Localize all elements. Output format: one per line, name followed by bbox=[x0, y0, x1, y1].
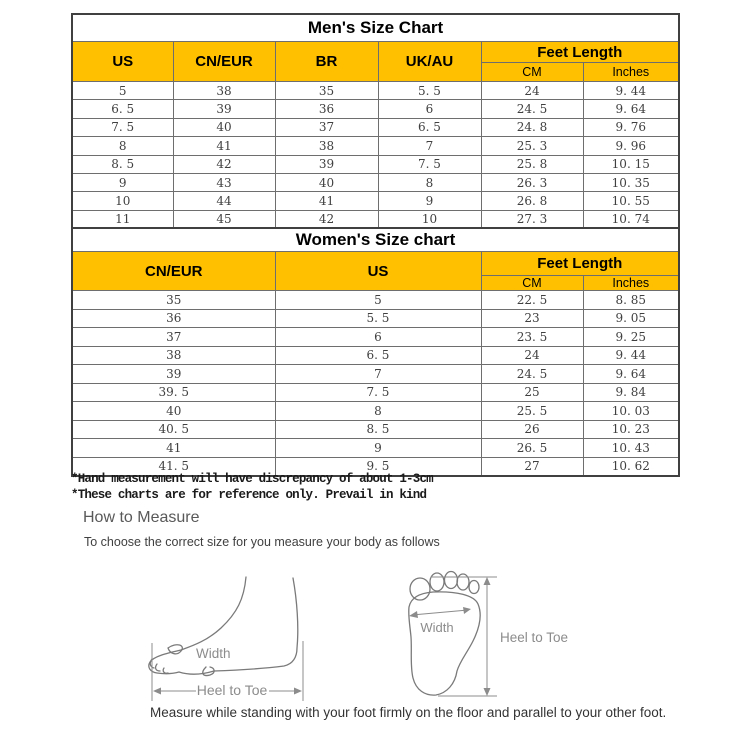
table-cell: 8 bbox=[72, 137, 173, 155]
table-cell: 10 bbox=[72, 192, 173, 210]
table-cell: 38 bbox=[275, 137, 378, 155]
table-cell: 7 bbox=[275, 365, 481, 384]
toe bbox=[430, 573, 444, 591]
table-cell: 42 bbox=[173, 155, 275, 173]
table-cell: 9 bbox=[378, 192, 481, 210]
foot-instep-crease bbox=[168, 645, 182, 654]
table-cell: 8 bbox=[378, 173, 481, 191]
footnote-reference-only: *These charts are for reference only. Prevail in kind bbox=[71, 488, 427, 502]
table-cell: 9. 44 bbox=[583, 82, 679, 100]
table-cell: 26. 3 bbox=[481, 173, 583, 191]
table-cell: 10. 23 bbox=[583, 420, 679, 439]
table-cell: 35 bbox=[72, 291, 275, 310]
table-cell: 9. 64 bbox=[583, 100, 679, 118]
toe-crease bbox=[163, 668, 168, 673]
table-cell: 44 bbox=[173, 192, 275, 210]
table-cell: 10. 55 bbox=[583, 192, 679, 210]
table-cell: 7. 5 bbox=[275, 383, 481, 402]
table-cell: 40 bbox=[275, 173, 378, 191]
table-cell: 9. 5 bbox=[275, 457, 481, 476]
womens-col-inches: Inches bbox=[583, 276, 679, 291]
table-cell: 10. 03 bbox=[583, 402, 679, 421]
arrowhead-right bbox=[294, 688, 302, 695]
table-cell: 25. 5 bbox=[481, 402, 583, 421]
measure-instruction-caption: Measure while standing with your foot firmly on the floor and parallel to your other foot. bbox=[150, 705, 667, 720]
toe bbox=[469, 581, 479, 594]
table-cell: 26. 5 bbox=[481, 439, 583, 458]
womens-col-feet-length: Feet Length bbox=[481, 252, 679, 276]
womens-col-cneur: CN/EUR bbox=[72, 252, 275, 291]
table-row bbox=[72, 420, 679, 439]
table-cell: 9 bbox=[275, 439, 481, 458]
sole-heel-to-toe-label: Heel to Toe bbox=[500, 630, 569, 645]
side-heel-to-toe-label: Heel to Toe bbox=[196, 682, 268, 698]
arrowhead-left bbox=[153, 688, 161, 695]
table-cell: 10. 15 bbox=[583, 155, 679, 173]
table-cell: 39. 5 bbox=[72, 383, 275, 402]
table-row bbox=[72, 192, 679, 210]
table-cell: 9. 64 bbox=[583, 365, 679, 384]
table-row bbox=[72, 137, 679, 155]
table-cell: 8. 5 bbox=[72, 155, 173, 173]
side-width-label: Width bbox=[196, 646, 231, 661]
table-row bbox=[72, 309, 679, 328]
arrowhead-up bbox=[484, 577, 491, 585]
table-cell: 6. 5 bbox=[378, 118, 481, 136]
table-row bbox=[72, 346, 679, 365]
table-cell: 25. 8 bbox=[481, 155, 583, 173]
table-cell: 23. 5 bbox=[481, 328, 583, 347]
foot-side-view-diagram bbox=[149, 577, 303, 701]
table-cell: 39 bbox=[173, 100, 275, 118]
table-cell: 36 bbox=[72, 309, 275, 328]
table-cell: 23 bbox=[481, 309, 583, 328]
table-cell: 24. 5 bbox=[481, 365, 583, 384]
width-arrow-line bbox=[412, 610, 468, 615]
table-cell: 36 bbox=[275, 100, 378, 118]
table-cell: 35 bbox=[275, 82, 378, 100]
table-cell: 7 bbox=[378, 137, 481, 155]
table-cell: 25. 3 bbox=[481, 137, 583, 155]
mens-col-feet-length: Feet Length bbox=[481, 42, 679, 63]
table-row bbox=[72, 383, 679, 402]
sole-width-label: Width bbox=[420, 620, 454, 635]
toe bbox=[445, 572, 458, 589]
table-cell: 9. 84 bbox=[583, 383, 679, 402]
table-row bbox=[72, 402, 679, 421]
mens-table-body bbox=[72, 82, 679, 230]
mens-col-inches: Inches bbox=[583, 63, 679, 82]
table-cell: 39 bbox=[72, 365, 275, 384]
womens-col-us: US bbox=[275, 252, 481, 291]
table-row bbox=[72, 155, 679, 173]
mens-size-table bbox=[71, 13, 680, 230]
womens-table-body bbox=[72, 291, 679, 477]
table-cell: 7. 5 bbox=[378, 155, 481, 173]
arrowhead-down bbox=[484, 688, 491, 696]
table-cell: 10. 43 bbox=[583, 439, 679, 458]
table-cell: 6 bbox=[275, 328, 481, 347]
table-cell: 38 bbox=[72, 346, 275, 365]
table-cell: 6. 5 bbox=[72, 100, 173, 118]
table-cell: 41 bbox=[72, 439, 275, 458]
toe bbox=[457, 574, 469, 590]
table-cell: 27. 3 bbox=[481, 210, 583, 229]
table-cell: 5 bbox=[72, 82, 173, 100]
table-row bbox=[72, 173, 679, 191]
table-cell: 9. 25 bbox=[583, 328, 679, 347]
womens-col-cm: CM bbox=[481, 276, 583, 291]
table-row bbox=[72, 118, 679, 136]
measurement-diagrams bbox=[0, 550, 750, 710]
table-cell: 10 bbox=[378, 210, 481, 229]
table-row bbox=[72, 82, 679, 100]
table-cell: 27 bbox=[481, 457, 583, 476]
table-cell: 39 bbox=[275, 155, 378, 173]
sole-outline bbox=[409, 592, 481, 695]
table-cell: 42 bbox=[275, 210, 378, 229]
mens-col-ukau: UK/AU bbox=[378, 42, 481, 82]
table-cell: 9. 96 bbox=[583, 137, 679, 155]
table-cell: 10. 35 bbox=[583, 173, 679, 191]
table-cell: 7. 5 bbox=[72, 118, 173, 136]
mens-col-cm: CM bbox=[481, 63, 583, 82]
arrowhead-right bbox=[463, 607, 471, 614]
table-row bbox=[72, 439, 679, 458]
table-cell: 8. 85 bbox=[583, 291, 679, 310]
womens-table-title: Women's Size chart bbox=[72, 228, 679, 252]
table-cell: 24 bbox=[481, 82, 583, 100]
table-cell: 24 bbox=[481, 346, 583, 365]
table-cell: 41. 5 bbox=[72, 457, 275, 476]
table-cell: 6 bbox=[378, 100, 481, 118]
table-cell: 22. 5 bbox=[481, 291, 583, 310]
table-cell: 40 bbox=[173, 118, 275, 136]
table-cell: 10. 62 bbox=[583, 457, 679, 476]
table-cell: 41 bbox=[275, 192, 378, 210]
table-row bbox=[72, 365, 679, 384]
table-row bbox=[72, 291, 679, 310]
table-cell: 24. 5 bbox=[481, 100, 583, 118]
table-row bbox=[72, 100, 679, 118]
footnote-measurement-discrepancy: *Hand measurement will have discrepancy of about 1-3cm bbox=[71, 472, 433, 486]
table-cell: 40. 5 bbox=[72, 420, 275, 439]
mens-col-cneur: CN/EUR bbox=[173, 42, 275, 82]
table-cell: 5. 5 bbox=[378, 82, 481, 100]
table-cell: 9. 76 bbox=[583, 118, 679, 136]
how-to-measure-subtitle: To choose the correct size for you measure your body as follows bbox=[84, 535, 440, 549]
womens-size-table bbox=[71, 227, 680, 477]
table-cell: 24. 8 bbox=[481, 118, 583, 136]
table-cell: 26. 8 bbox=[481, 192, 583, 210]
table-cell: 8 bbox=[275, 402, 481, 421]
table-cell: 43 bbox=[173, 173, 275, 191]
footnotes bbox=[71, 471, 433, 503]
table-cell: 8. 5 bbox=[275, 420, 481, 439]
table-cell: 5. 5 bbox=[275, 309, 481, 328]
table-cell: 41 bbox=[173, 137, 275, 155]
foot-sole-view-diagram bbox=[409, 572, 568, 697]
table-cell: 40 bbox=[72, 402, 275, 421]
how-to-measure-heading: How to Measure bbox=[83, 509, 200, 526]
arrowhead-left bbox=[409, 611, 418, 618]
table-cell: 9 bbox=[72, 173, 173, 191]
mens-table-title: Men's Size Chart bbox=[72, 14, 679, 42]
table-row bbox=[72, 328, 679, 347]
table-cell: 11 bbox=[72, 210, 173, 229]
table-cell: 9. 44 bbox=[583, 346, 679, 365]
table-cell: 9. 05 bbox=[583, 309, 679, 328]
table-cell: 10. 74 bbox=[583, 210, 679, 229]
table-cell: 6. 5 bbox=[275, 346, 481, 365]
table-cell: 37 bbox=[275, 118, 378, 136]
toe-crease bbox=[156, 664, 160, 671]
table-cell: 38 bbox=[173, 82, 275, 100]
table-cell: 45 bbox=[173, 210, 275, 229]
mens-col-br: BR bbox=[275, 42, 378, 82]
table-cell: 25 bbox=[481, 383, 583, 402]
big-toe bbox=[410, 578, 430, 600]
table-cell: 26 bbox=[481, 420, 583, 439]
table-cell: 37 bbox=[72, 328, 275, 347]
mens-col-us: US bbox=[72, 42, 173, 82]
table-cell: 5 bbox=[275, 291, 481, 310]
